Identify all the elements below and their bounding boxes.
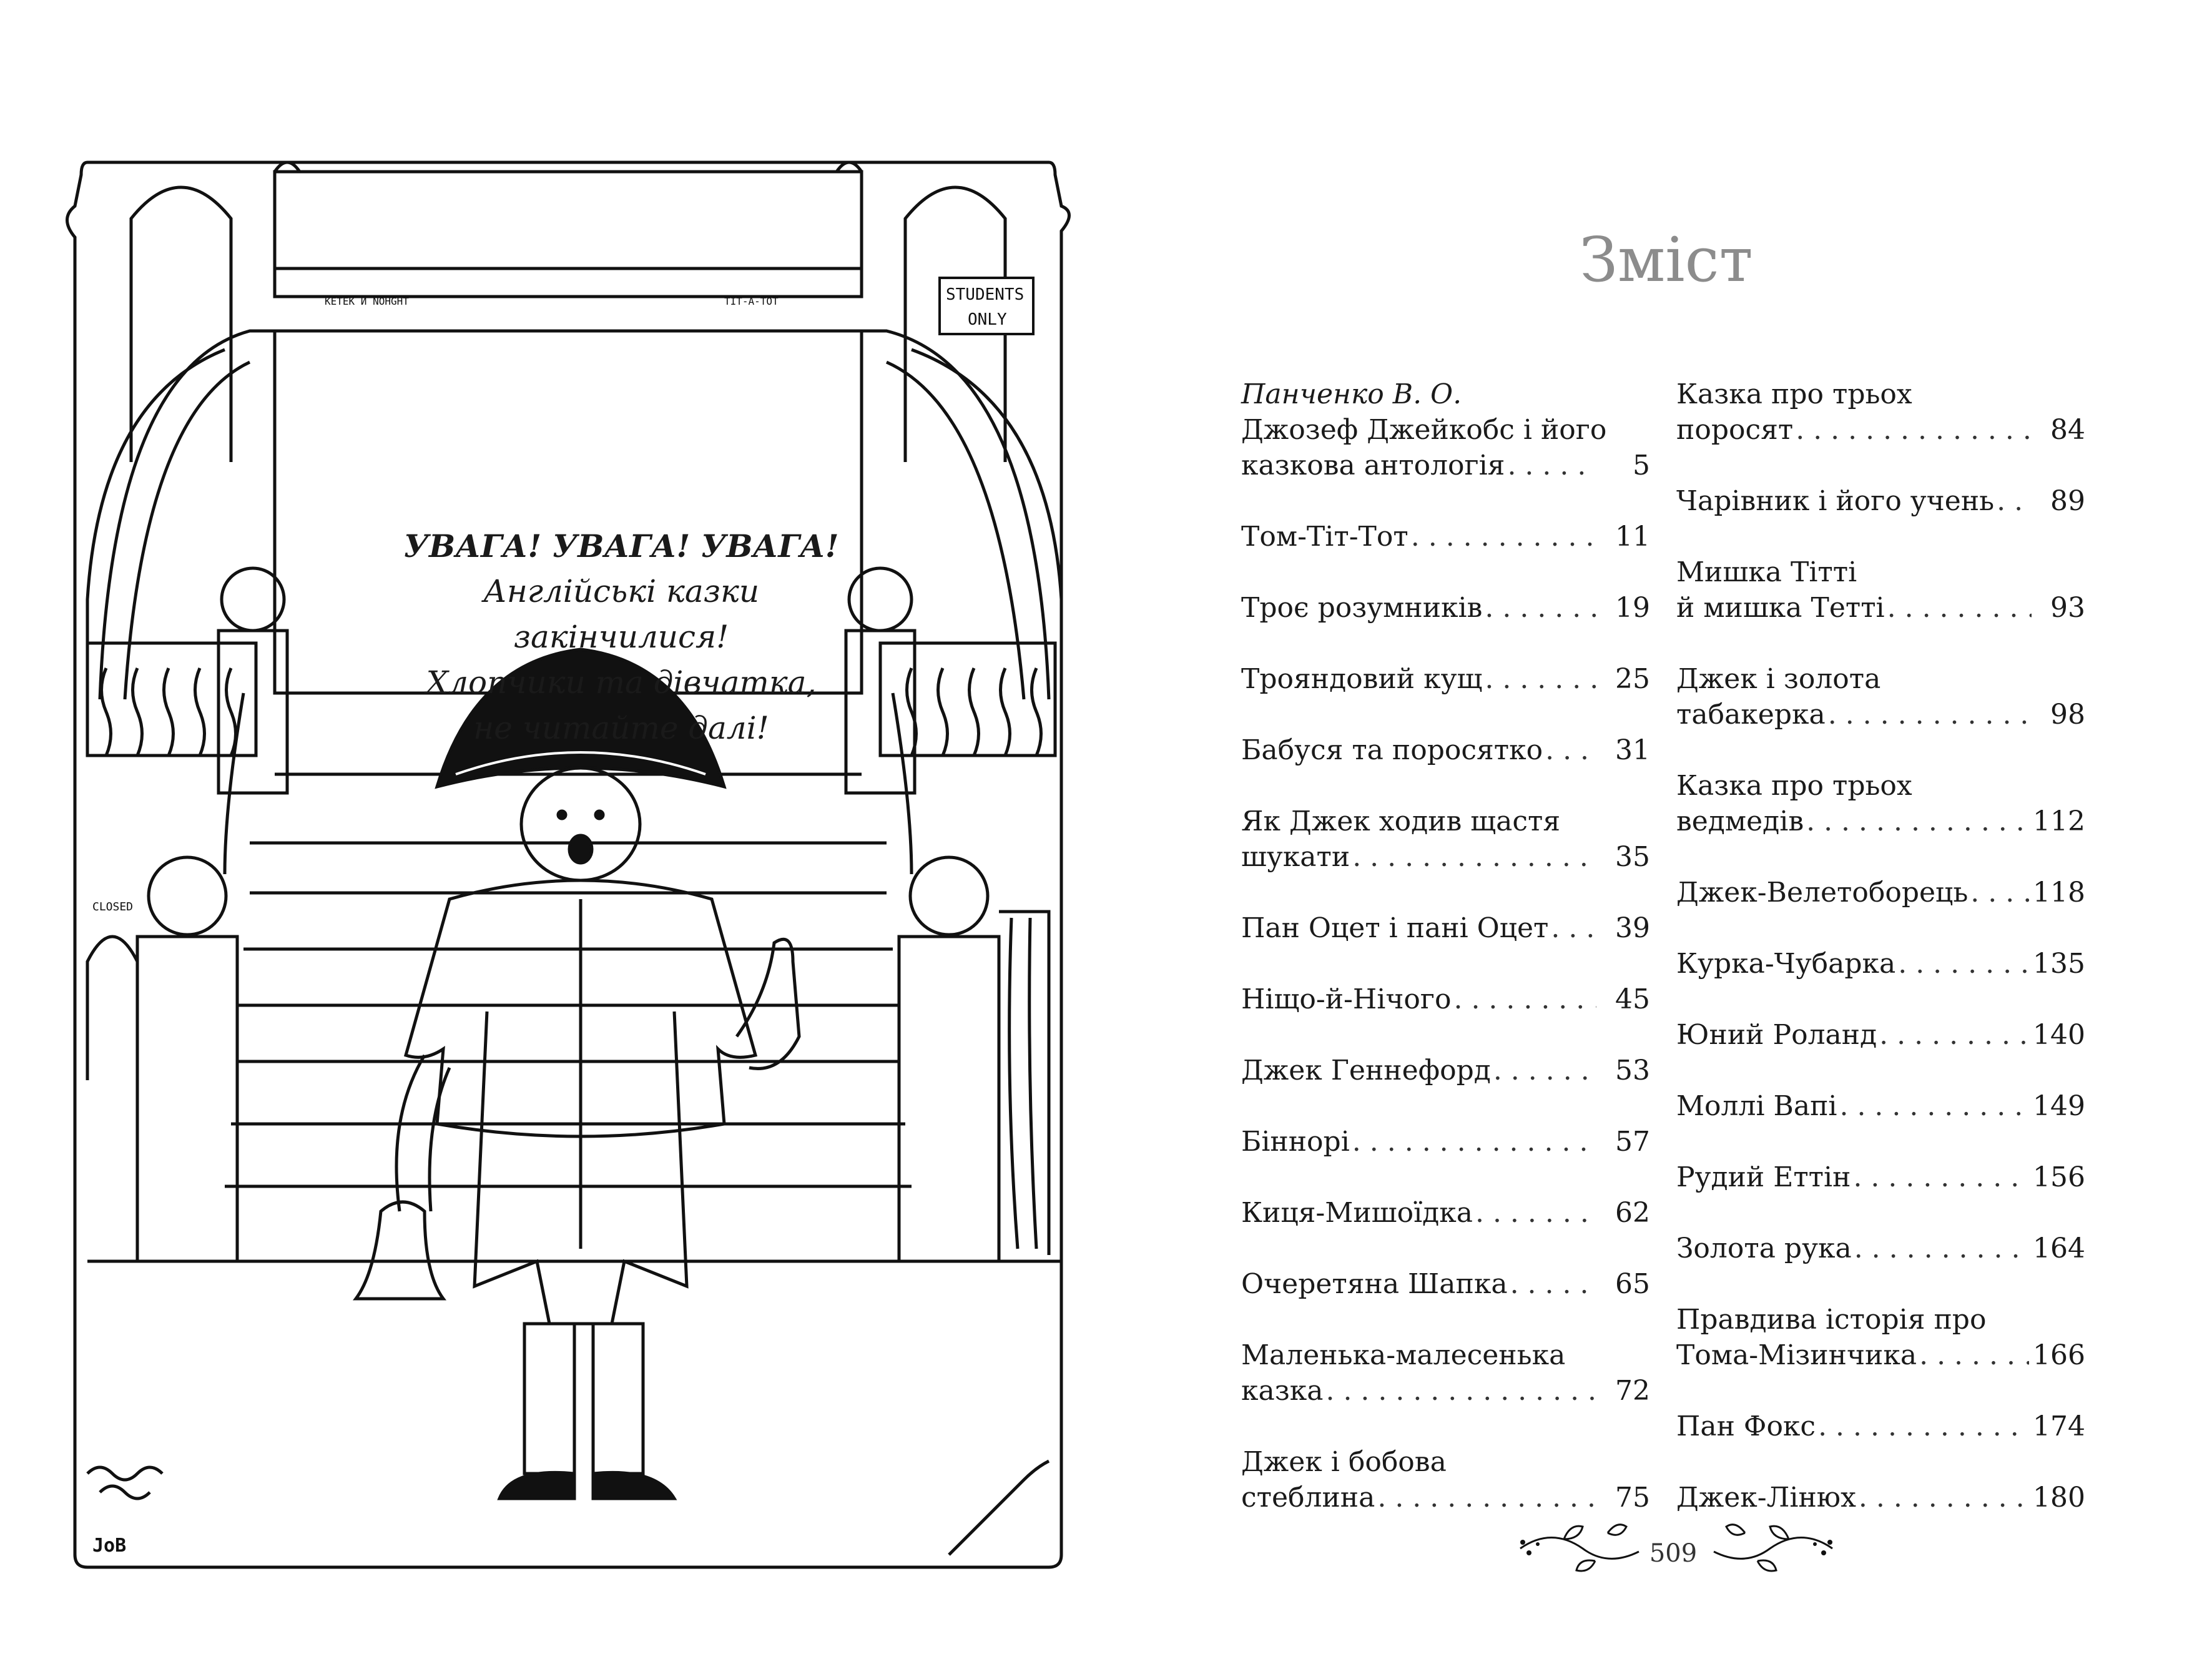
right-curtain [999, 912, 1049, 1255]
toc-entry-page: 135 [2033, 948, 2085, 980]
toc-entry [1676, 483, 2085, 519]
toc-entry-author: Панченко В. О. [1241, 378, 1462, 410]
page-number: 509 [1642, 1539, 1704, 1568]
toc-entry-title-line: Правдива історія про [1676, 1304, 1987, 1336]
toc-leader-dots [1545, 732, 1596, 768]
toc-entry-title: Ніщо-й-Нічого [1241, 983, 1452, 1015]
toc-leader-dots [1818, 1409, 2029, 1444]
toc-entry [1241, 982, 1650, 1017]
students-sign-line1: STUDENTS [946, 285, 1025, 304]
toc-entry-page: 39 [1615, 912, 1650, 944]
toc-leader-dots [1919, 1337, 2029, 1373]
toc-entry-title: Чарівник і його учень [1676, 485, 1995, 517]
toc-entry-page: 72 [1615, 1375, 1650, 1407]
toc-entry-title: Моллі Вапі [1676, 1090, 1837, 1122]
toc-entry-title: поросят [1676, 414, 1794, 446]
herald-mouth [569, 835, 592, 863]
toc-leader-dots [1806, 804, 2029, 839]
toc-entry [1241, 661, 1650, 697]
toc-entry [1676, 661, 2085, 732]
toc-leader-dots [1485, 590, 1596, 626]
toc-leader-dots [1879, 1017, 2029, 1053]
warning-line-3: закінчилися! [513, 619, 729, 655]
toc-entry [1676, 377, 2085, 448]
illustration-drawing [62, 150, 1074, 1580]
toc-entry-title: Том-Тіт-Тот [1241, 521, 1408, 553]
toc-entry [1241, 1124, 1650, 1159]
toc-entry [1676, 946, 2085, 982]
toc-entry-title-line: Джек і бобова [1241, 1446, 1447, 1478]
toc-entry-title: Пан Оцет і пані Оцет [1241, 912, 1549, 944]
toc-leader-dots [1453, 982, 1596, 1017]
warning-line-4: Хлопчики та дівчатка, [426, 664, 817, 701]
toc-entry-title: Курка-Чубарка [1676, 948, 1896, 980]
toc-entry-page: 89 [2050, 485, 2085, 517]
toc-leader-dots [1853, 1159, 2029, 1195]
left-ball-lower [149, 857, 226, 935]
toc-entry-page: 45 [1615, 983, 1650, 1015]
toc-entry-page: 53 [1615, 1055, 1650, 1086]
toc-entry-page: 93 [2050, 592, 2085, 624]
toc-entry-title: ведмедів [1676, 805, 1804, 837]
herald-right-shoe [593, 1472, 674, 1499]
toc-entry [1676, 1088, 2085, 1124]
toc-entry-page: 140 [2033, 1019, 2085, 1051]
toc-entry-title: Юний Роланд [1676, 1019, 1877, 1051]
book-label-left: KETEK Й NOHGHT [325, 295, 409, 307]
toc-leader-dots [1854, 1231, 2029, 1266]
right-ball-lower [910, 857, 988, 935]
toc-entry [1241, 519, 1650, 554]
toc-entry [1241, 804, 1650, 875]
toc-leader-dots [1898, 946, 2029, 982]
toc-leader-dots [1551, 910, 1596, 946]
toc-entry [1676, 554, 2085, 626]
toc-entry [1676, 1017, 2085, 1053]
toc-entry-page: 31 [1615, 734, 1650, 766]
left-chain [87, 1467, 162, 1499]
toc-entry-title-line: Казка про трьох [1676, 378, 1912, 410]
toc-leader-dots [1859, 1480, 2029, 1515]
warning-line-1: УВАГА! УВАГА! УВАГА! [403, 528, 839, 564]
warning-line-2: Англійські казки [483, 573, 760, 609]
toc-leader-dots [1485, 661, 1596, 697]
herald-right-stocking [593, 1324, 643, 1474]
toc-entry-title: Трояндовий кущ [1241, 663, 1483, 695]
toc-entry-title: Пан Фокс [1676, 1410, 1816, 1442]
toc-entry-page: 11 [1615, 521, 1650, 553]
toc-entry-title: Троє розумників [1241, 592, 1483, 624]
toc-entry-title: казкова антологія [1241, 450, 1505, 481]
toc-entry [1676, 1231, 2085, 1266]
toc-entry [1241, 1337, 1650, 1409]
toc-entry [1676, 1480, 2085, 1515]
toc-entry-title: Джек-Лінюх [1676, 1482, 1856, 1514]
toc-entry-title: Киця-Мишоїдка [1241, 1197, 1473, 1229]
toc-entry-title-line: Мишка Тітті [1676, 556, 1857, 588]
right-banister [893, 693, 912, 874]
right-newel-lower [899, 937, 999, 1261]
toc-entry-title: Тома-Мізинчика [1676, 1339, 1917, 1371]
toc-entry [1241, 1444, 1650, 1515]
herald-left-stocking [524, 1324, 574, 1474]
toc-leader-dots [1970, 875, 2029, 910]
toc-entry-page: 5 [1633, 450, 1650, 481]
toc-leader-dots [1352, 839, 1596, 875]
toc-entry [1241, 1266, 1650, 1302]
toc-entry-page: 57 [1615, 1126, 1650, 1158]
toc-entry-title-line: Казка про трьох [1676, 770, 1912, 802]
toc-entry-title-line: Як Джек ходив щастя [1241, 805, 1561, 837]
toc-entry [1241, 1053, 1650, 1088]
toc-entry-page: 84 [2050, 414, 2085, 446]
toc-entry-page: 149 [2033, 1090, 2085, 1122]
toc-leader-dots [1411, 519, 1596, 554]
toc-entry-page: 62 [1615, 1197, 1650, 1229]
left-newel-upper [219, 631, 287, 793]
toc-leader-dots [1352, 1124, 1596, 1159]
toc-entry-title: Біннорі [1241, 1126, 1350, 1158]
warning-line-5: не читайте далі! [473, 710, 769, 746]
toc-entry-title-line: Маленька-малесенька [1241, 1339, 1566, 1371]
toc-entry-title: Рудий Еттін [1676, 1161, 1851, 1193]
toc-entry-page: 166 [2033, 1339, 2085, 1371]
toc-entry-title: казка [1241, 1375, 1324, 1407]
toc-leader-dots [1475, 1195, 1596, 1231]
toc-leader-dots [1377, 1480, 1596, 1515]
toc-leader-dots [1887, 590, 2032, 626]
herald-bell [356, 1202, 443, 1299]
toc-entry [1676, 1409, 2085, 1444]
right-chain [949, 1461, 1049, 1555]
toc-entry-page: 35 [1615, 841, 1650, 873]
toc-entry [1676, 1302, 2085, 1373]
toc-entry-page: 118 [2033, 877, 2085, 908]
herald-left-shoe [499, 1472, 574, 1499]
toc-entry-page: 19 [1615, 592, 1650, 624]
left-arch [131, 187, 231, 462]
left-balusters [102, 668, 236, 756]
toc-leader-dots [1493, 1053, 1596, 1088]
toc-left-column [1241, 377, 1650, 1551]
toc-entry-title: й мишка Тетті [1676, 592, 1885, 624]
left-newel-lower [137, 937, 237, 1261]
toc-entry-page: 25 [1615, 663, 1650, 695]
toc-entry-title: стеблина [1241, 1482, 1375, 1514]
toc-right-column [1676, 377, 2085, 1551]
ornate-frame [67, 162, 1069, 1567]
toc-leader-dots [1325, 1373, 1596, 1409]
toc-entry-page: 174 [2033, 1410, 2085, 1442]
toc-leader-dots [1510, 1266, 1596, 1302]
toc-entry [1676, 768, 2085, 839]
toc-entry [1676, 1159, 2085, 1195]
toc-leader-dots [1839, 1088, 2029, 1124]
students-sign-line2: ONLY [968, 310, 1007, 329]
left-door [87, 937, 137, 1080]
toc-entry [1676, 875, 2085, 910]
toc-entry [1241, 910, 1650, 946]
toc-entry [1241, 377, 1650, 483]
toc-entry-title: Бабуся та поросятко [1241, 734, 1543, 766]
toc-leader-dots [1507, 448, 1596, 483]
toc-entry-title: Джек Геннефорд [1241, 1055, 1491, 1086]
toc-entry-page: 180 [2033, 1482, 2085, 1514]
toc-entry-title-line: Джозеф Джейкобс і його [1241, 414, 1607, 446]
toc-entry-title: Джек-Велетоборець [1676, 877, 1969, 908]
toc-entry-page: 156 [2033, 1161, 2085, 1193]
toc-entry-title: Золота рука [1676, 1233, 1852, 1264]
toc-entry [1241, 590, 1650, 626]
toc-entry-page: 65 [1615, 1268, 1650, 1300]
book-label-right: TIT-A-TOT [724, 295, 779, 307]
toc-leader-dots [1997, 483, 2032, 519]
herald-figure [356, 649, 799, 1499]
warning-notice [356, 523, 887, 751]
toc-entry-page: 98 [2050, 699, 2085, 731]
toc-entry-title: шукати [1241, 841, 1350, 873]
toc-entry [1241, 732, 1650, 768]
toc-leader-dots [1796, 412, 2032, 448]
toc-entry-title: Очеретяна Шапка [1241, 1268, 1508, 1300]
top-gallery [275, 172, 862, 297]
toc-leader-dots [1828, 697, 2032, 732]
monogram: JoB [92, 1535, 127, 1557]
illustration [62, 150, 1074, 1580]
closed-sign: CLOSED [92, 900, 134, 913]
toc-entry-page: 112 [2033, 805, 2085, 837]
toc-entry-page: 164 [2033, 1233, 2085, 1264]
toc-title: Зміст [1580, 225, 1753, 296]
toc-entry [1241, 1195, 1650, 1231]
toc-entry-title: табакерка [1676, 699, 1826, 731]
toc-entry-title-line: Джек і золота [1676, 663, 1881, 695]
toc-entry-page: 75 [1615, 1482, 1650, 1514]
